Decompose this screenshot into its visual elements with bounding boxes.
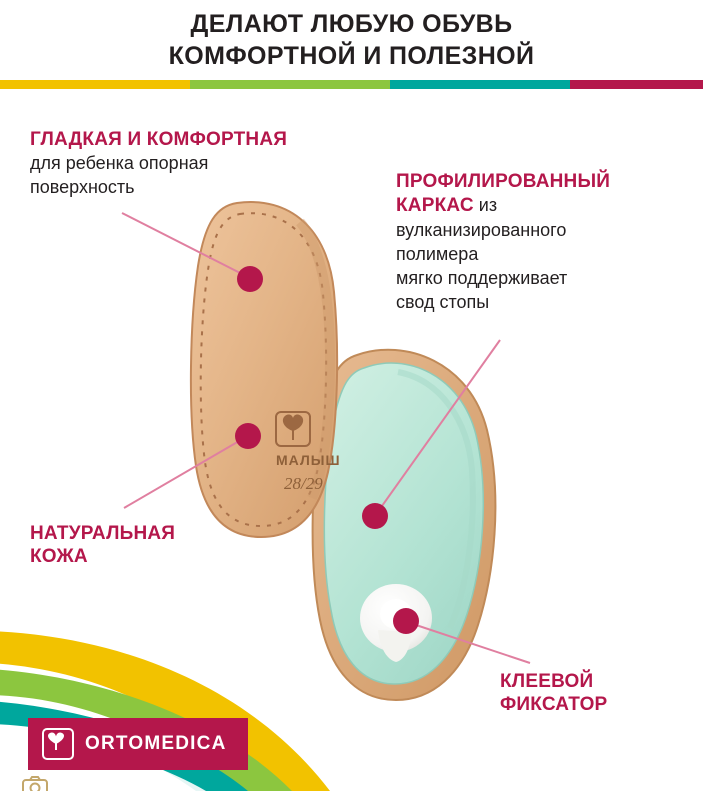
tree-in-square-icon [42,728,74,760]
header-color-rule [0,80,703,89]
callout-frame-body-line4: мягко поддерживает [396,268,568,288]
brand-logo [28,718,248,770]
callout-frame-title-line2-row [396,193,686,218]
callout-smooth-body-line1: для ребенка опорная [30,153,209,173]
stamp-label: МАЛЫШ [276,452,341,468]
callout-smooth-title: ГЛАДКАЯ И КОМФОРТНАЯ [30,129,288,150]
callout-frame-body-line2: вулканизированного [396,220,567,240]
callout-smooth-surface [30,128,380,199]
rule-segment-yellow [0,80,190,89]
callout-frame-title-line1: ПРОФИЛИРОВАННЫЙ [396,171,611,192]
page-title [0,0,703,72]
camera-icon [22,775,48,791]
callout-frame-title-line2: КАРКАС [396,195,474,216]
callout-natural-leather [30,522,290,568]
stamp-size: 28/29 [284,474,323,493]
callout-leather-title-line1: НАТУРАЛЬНАЯ [30,523,176,544]
page-title-line1: ДЕЛАЮТ ЛЮБУЮ ОБУВЬ [190,10,513,38]
rule-segment-pink [570,80,703,89]
callout-leather-title-line2: КОЖА [30,546,88,567]
callout-frame-body-line3: полимера [396,244,479,264]
callout-frame-body-after-title: из [473,195,498,215]
callout-profiled-frame [396,170,686,314]
callout-glue-fixator [500,670,700,716]
rule-segment-green [190,80,390,89]
callout-glue-title-line1: КЛЕЕВОЙ [500,671,594,692]
rule-segment-teal [390,80,570,89]
brand-logo-text: ORTOMEDICA [85,733,227,754]
callout-glue-title-line2: ФИКСАТОР [500,694,608,715]
callout-smooth-body-line2: поверхность [30,177,135,197]
callout-frame-body-line5: свод стопы [396,292,490,312]
page-title-line2: КОМФОРТНОЙ И ПОЛЕЗНОЙ [168,42,535,70]
